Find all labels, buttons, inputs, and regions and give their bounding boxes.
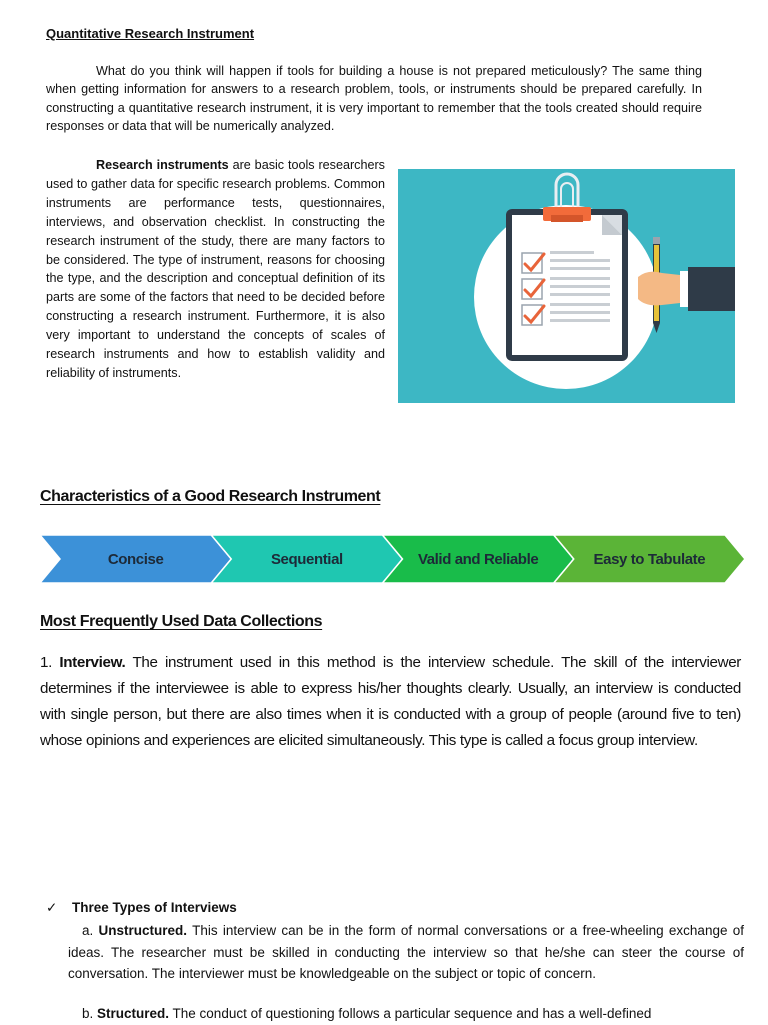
chevron-label: Easy to Tabulate bbox=[593, 551, 706, 568]
intro-paragraph-text: What do you think will happen if tools for building a house is not prepared meticulously? The same thing when getting information for answers to a research problem, tools, or instruments should be prepared carefully. In constructing a quantitative research instrument, it is very important to remember that the tools created should require responses or data that will be numerically analyzed. bbox=[46, 64, 702, 133]
research-instruments-term: Research instruments bbox=[96, 158, 229, 172]
chevron-label: Sequential bbox=[270, 551, 343, 568]
list-item-term: Unstructured. bbox=[98, 923, 188, 938]
chevron-label: Valid and Reliable bbox=[417, 551, 539, 568]
list-item-text: This interview can be in the form of normal conversations or a free-wheeling exchange of ideas. The researcher must be skilled in conducting the interview so that he/she can steer the course of conversation. The interviewer must be knowledgeable on the subject or topic of concern. bbox=[68, 923, 745, 981]
interview-type-structured bbox=[68, 1003, 744, 1025]
section-heading-characteristics: Characteristics of a Good Research Instrument bbox=[40, 488, 381, 505]
intro-paragraph bbox=[46, 62, 702, 135]
interview-paragraph bbox=[40, 650, 741, 754]
list-item-text: The conduct of questioning follows a particular sequence and has a well-defined bbox=[169, 1006, 652, 1021]
checkmark-icon: ✓ bbox=[46, 900, 58, 915]
clipboard-checklist-icon bbox=[398, 169, 735, 403]
chevron-label: Concise bbox=[107, 551, 164, 568]
interview-item-number: 1. bbox=[40, 654, 60, 671]
list-item-prefix: a. bbox=[82, 923, 99, 938]
research-instruments-paragraph bbox=[46, 156, 385, 383]
interview-term: Interview. bbox=[59, 654, 126, 671]
research-instruments-text: are basic tools researchers used to gather data for specific research problems. Common instruments are performance tests, questionnaires, interviews, and observation checklist. In constructing the research instrument of the study, there are many factors to be considered. The type of instrument, reasons for choosing the type, and the description and conceptual definition of its parts are some of the factors that need to be decided before constructing a research instrument. Furthermore, it is also very important to understand the concepts of scales of research instruments and how to establish validity and reliability of instruments. bbox=[46, 158, 385, 380]
interview-text: The instrument used in this method is the interview schedule. The skill of the interviewer determines if the interviewee is able to express his/her thoughts clearly. Usually, an interview is conducted with single person, but there are also times when it is conducted with a group of people (around five to ten) whose opinions and experiences are elicited simultaneously. This type is called a focus group interview. bbox=[40, 654, 741, 749]
list-item-term: Structured. bbox=[97, 1006, 170, 1021]
interview-types-title bbox=[46, 900, 237, 916]
interview-types-title-text: Three Types of Interviews bbox=[72, 900, 237, 915]
section-heading-quantitative-instrument: Quantitative Research Instrument bbox=[46, 26, 255, 41]
list-item-prefix: b. bbox=[82, 1006, 98, 1021]
characteristics-chevron-process bbox=[40, 534, 745, 584]
interview-type-unstructured bbox=[68, 920, 744, 985]
section-heading-data-collections: Most Frequently Used Data Collections bbox=[40, 613, 323, 630]
